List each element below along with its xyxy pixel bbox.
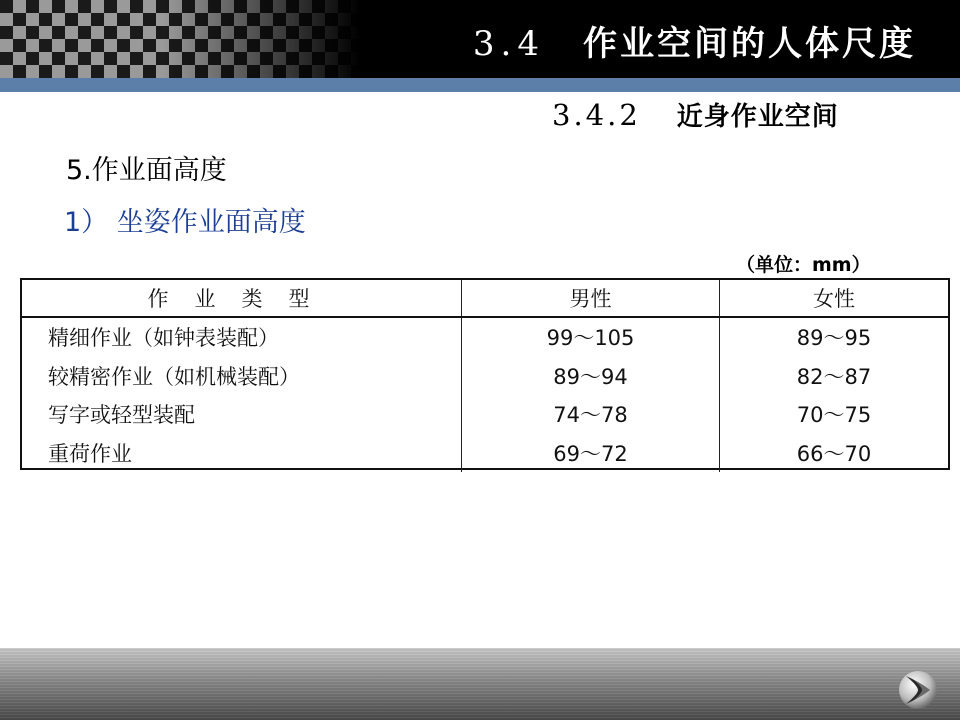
unit-note: （单位：mm） xyxy=(736,254,871,276)
cell-female: 82～87 xyxy=(796,364,872,389)
column-header-male: 男性 xyxy=(462,280,720,317)
table-row xyxy=(22,317,948,357)
cell-work-type: 重荷作业 xyxy=(22,434,462,473)
section-text: 近身作业空间 xyxy=(676,102,839,132)
table-header-row xyxy=(22,280,948,317)
slide-title-text: 作业空间的人体尺度 xyxy=(583,24,916,64)
cell-female: 89～95 xyxy=(796,326,872,351)
table-row xyxy=(22,395,948,434)
cell-male: 69～72 xyxy=(462,434,720,473)
cell-male: 89～94 xyxy=(462,357,720,396)
accent-bar xyxy=(0,78,960,92)
slide-title xyxy=(473,16,916,65)
table-row xyxy=(22,357,948,396)
checker-pattern xyxy=(0,0,360,78)
section-heading xyxy=(552,96,839,133)
chevron-logo-icon xyxy=(896,668,940,712)
column-header-work-type: 作业类型 xyxy=(22,280,462,317)
topic-heading: 5.作业面高度 xyxy=(66,155,227,186)
section-number: 3.4.2 xyxy=(552,98,641,132)
cell-work-type: 较精密作业（如机械装配） xyxy=(22,357,462,396)
cell-female: 70～75 xyxy=(796,403,872,428)
cell-male: 74～78 xyxy=(462,395,720,434)
table-row xyxy=(22,434,948,473)
cell-female: 66～70 xyxy=(796,441,872,466)
height-table xyxy=(20,278,950,470)
slide-footer xyxy=(0,648,960,720)
cell-male: 99～105 xyxy=(462,317,720,357)
subtopic-heading: 1） 坐姿作业面高度 xyxy=(64,207,306,238)
slide-header xyxy=(0,0,960,78)
cell-work-type: 精细作业（如钟表装配） xyxy=(22,317,462,357)
cell-work-type: 写字或轻型装配 xyxy=(22,395,462,434)
column-header-female: 女性 xyxy=(720,280,949,317)
slide-title-number: 3.4 xyxy=(472,24,545,64)
